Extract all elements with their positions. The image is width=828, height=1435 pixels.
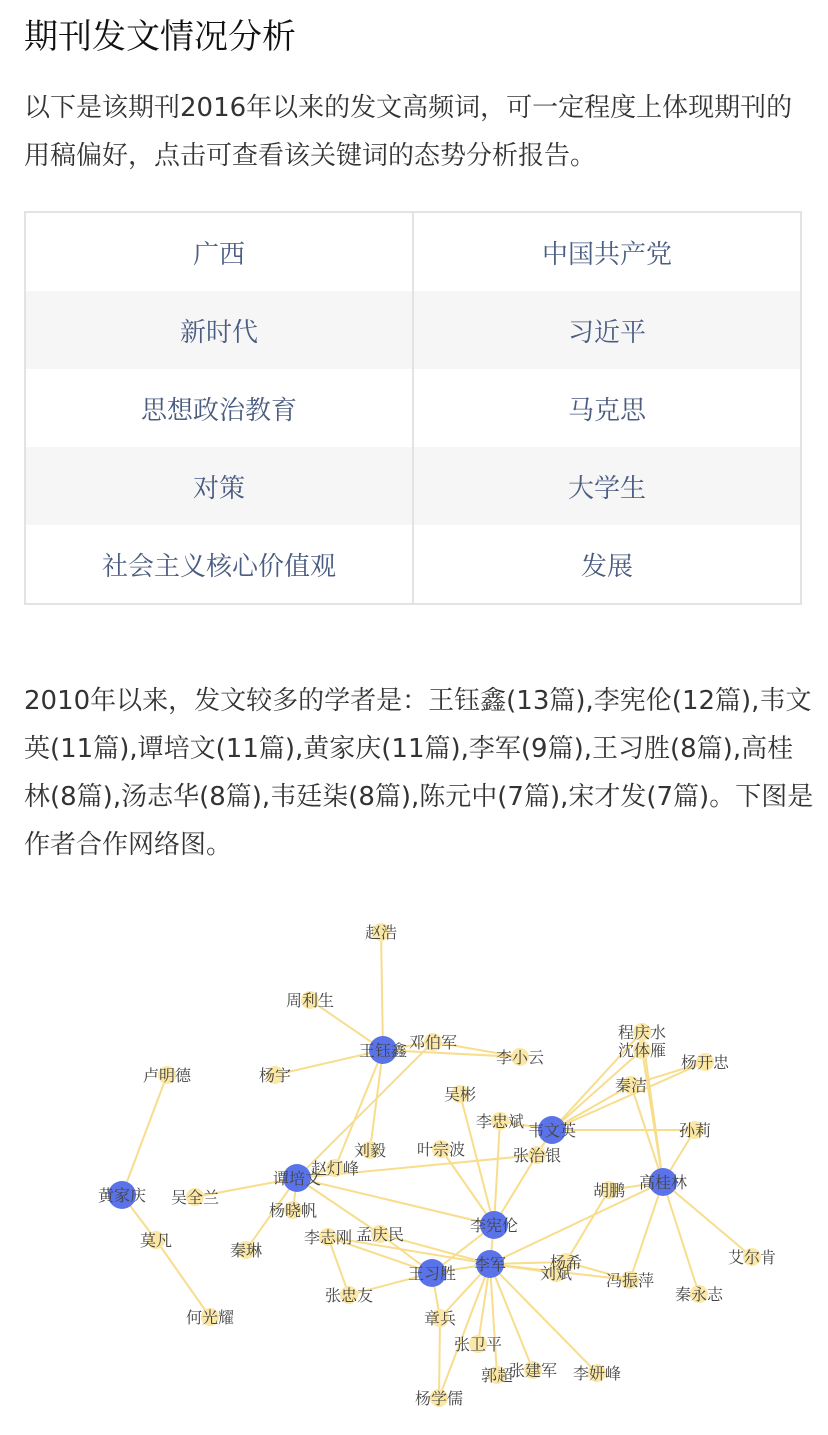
author-label: 李志刚 — [303, 1228, 353, 1247]
network-edge — [642, 1050, 663, 1182]
author-label: 何光耀 — [185, 1308, 235, 1327]
author-label: 莫凡 — [139, 1231, 173, 1250]
author-label: 李宪伦 — [469, 1216, 519, 1235]
keyword-link[interactable]: 习近平 — [413, 291, 801, 369]
author-label: 孙莉 — [678, 1121, 712, 1140]
author-label: 韦文英 — [527, 1121, 577, 1140]
author-label: 王钰鑫 — [358, 1041, 408, 1060]
author-label: 李忠斌 — [475, 1112, 525, 1131]
author-label: 吴彬 — [443, 1085, 477, 1104]
keyword-link[interactable]: 大学生 — [413, 447, 801, 525]
author-label: 赵灯峰 — [310, 1159, 360, 1178]
keyword-link[interactable]: 发展 — [580, 551, 633, 582]
keyword-link[interactable]: 马克思 — [567, 395, 646, 426]
author-label: 叶宗波 — [416, 1140, 466, 1159]
author-label: 李小云 — [495, 1048, 545, 1067]
author-label: 章兵 — [423, 1309, 457, 1328]
author-label: 张卫平 — [453, 1335, 503, 1354]
author-label: 李军 — [473, 1255, 507, 1274]
author-label: 周利生 — [285, 991, 335, 1010]
network-edge — [439, 1318, 440, 1398]
table-row — [25, 369, 801, 447]
author-label: 沈体雁 — [617, 1041, 667, 1060]
author-label: 孟庆民 — [355, 1225, 405, 1244]
author-label: 杨学儒 — [414, 1389, 464, 1408]
network-edge — [156, 1240, 210, 1317]
author-label: 秦永志 — [674, 1285, 724, 1304]
author-label: 秦琳 — [229, 1241, 263, 1260]
author-label: 卢明德 — [142, 1066, 192, 1085]
author-label: 邓伯军 — [408, 1033, 458, 1052]
author-label: 赵浩 — [364, 923, 398, 942]
network-edge — [631, 1085, 663, 1182]
author-label: 杨晓帆 — [268, 1201, 318, 1220]
author-label: 黄家庆 — [97, 1186, 147, 1205]
network-edge — [663, 1182, 752, 1257]
author-label: 张忠友 — [324, 1286, 374, 1305]
author-label: 李妍峰 — [572, 1364, 622, 1383]
keyword-table — [24, 211, 802, 605]
network-edge — [494, 1121, 500, 1225]
author-label: 冯振萍 — [605, 1271, 655, 1290]
table-row — [25, 525, 801, 604]
network-edge — [381, 932, 383, 1050]
network-edge — [552, 1062, 705, 1130]
keyword-link[interactable]: 广西 — [25, 212, 413, 291]
intro-text: 以下是该期刊2016年以来的发文高频词，可一定程度上体现期刊的用稿偏好，点击可查看该关键词的态势分析报告。 — [24, 93, 793, 171]
table-row — [25, 447, 801, 525]
network-edge — [663, 1182, 699, 1294]
keyword-link[interactable]: 新时代 — [25, 291, 413, 369]
keyword-link[interactable]: 社会主义核心价值观 — [25, 525, 413, 604]
keyword-link[interactable]: 对策 — [25, 447, 413, 525]
author-label: 杨宇 — [258, 1066, 292, 1085]
author-label: 程庆水 — [617, 1023, 667, 1042]
author-label: 谭培文 — [272, 1169, 322, 1188]
network-edge — [122, 1075, 167, 1195]
author-label: 王习胜 — [407, 1264, 457, 1283]
author-label: 杨希 — [549, 1253, 583, 1272]
table-row — [25, 212, 801, 291]
author-label: 刘毅 — [353, 1141, 387, 1160]
author-label: 吴全兰 — [170, 1188, 220, 1207]
keyword-link[interactable]: 中国共产党 — [541, 239, 672, 270]
author-label: 郭超 — [480, 1366, 514, 1385]
network-edge — [297, 1178, 494, 1225]
keyword-link[interactable]: 思想政治教育 — [25, 369, 413, 447]
author-label: 杨开忠 — [680, 1053, 730, 1072]
author-label: 张建军 — [508, 1361, 558, 1380]
author-network-graph[interactable] — [0, 900, 828, 1430]
author-label: 艾尔肯 — [727, 1248, 777, 1267]
author-label: 秦洁 — [614, 1076, 648, 1095]
network-edge — [630, 1182, 663, 1280]
author-label: 胡鹏 — [592, 1181, 626, 1200]
page-title: 期刊发文情况分析 — [24, 17, 296, 57]
author-label: 高桂林 — [638, 1173, 688, 1192]
author-label: 刘斌 — [539, 1264, 573, 1283]
author-label: 张治银 — [512, 1146, 562, 1165]
table-row — [25, 291, 801, 369]
scholars-text: 2010年以来，发文较多的学者是：王钰鑫(13篇),李宪伦(12篇),韦文英(11篇),谭培文(11篇),黄家庆(11篇),李军(9篇),王习胜(8篇),高桂林(8篇),汤志华(8篇),韦廷柒(8篇),陈元中(7篇),宋才发(7篇)。下图是作者合作网络图。 — [24, 686, 814, 860]
